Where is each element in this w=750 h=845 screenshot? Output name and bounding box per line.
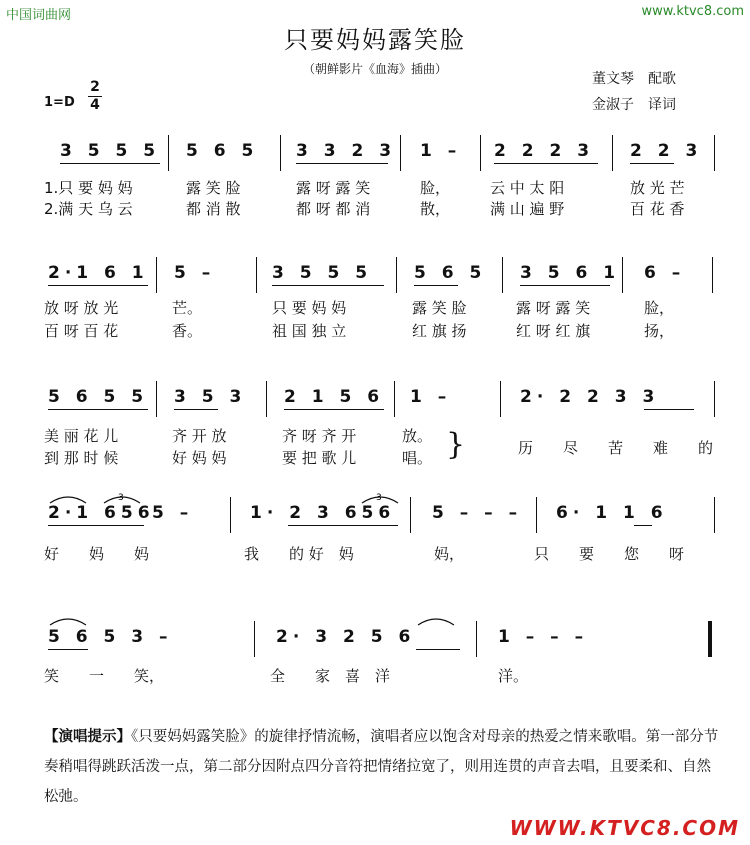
measure-notes: 2·1 6 1	[48, 263, 149, 283]
credit-translator: 金淑子 译词	[592, 97, 676, 113]
lyric-shared: 历 尽 苦 难 的	[518, 439, 714, 457]
lyric: 百 花 香	[630, 200, 685, 218]
lyric: 放。	[402, 427, 433, 445]
measure-notes: 5 6 5	[414, 263, 487, 283]
measure-notes: 2 2 2 3	[494, 141, 595, 161]
lyric: 只 要 您 呀	[534, 545, 685, 563]
measure-notes: 5 –	[152, 503, 194, 523]
lyric: 全 家 喜 洋	[270, 667, 391, 685]
lyric: 放 光 芒	[630, 179, 685, 197]
lyric: 到 那 时 候	[44, 449, 119, 467]
time-bottom: 4	[90, 96, 100, 113]
lyric: 好 妈 妈	[44, 545, 150, 563]
singing-tips	[44, 722, 720, 812]
tips-text: 《只要妈妈露笑脸》的旋律抒情流畅，演唱者应以饱含对母亲的热爱之情来歌唱。第一部分节奏稍唱得跳跃活泼一点，第二部分因附点四分音符把情绪拉宽了，则用连贯的声音去唱，且要柔和、自然松弛。	[44, 729, 719, 805]
lyric: 散，	[420, 200, 451, 218]
lyric: 脸，	[420, 179, 451, 197]
lyric: 2.满 天 乌 云	[44, 200, 133, 218]
measure-notes: 5 6 5	[186, 141, 259, 161]
measure-notes: 3 3 2 3	[296, 141, 397, 161]
credit-arranger: 董文琴 配歌	[592, 71, 676, 87]
song-subtitle: （朝鲜影片《血海》插曲）	[302, 62, 447, 76]
svg-text:3: 3	[118, 493, 124, 503]
lyric: 露 呀 露 笑	[296, 179, 371, 197]
lyric: 露 笑 脸	[412, 299, 467, 317]
measure-notes: 2·1 656	[48, 503, 155, 523]
lyric: 洋。	[498, 667, 529, 685]
lyric: 满 山 遍 野	[490, 200, 565, 218]
lyric: 祖 国 独 立	[272, 322, 347, 340]
key-signature: 1=D	[44, 95, 75, 110]
time-top: 2	[90, 79, 100, 95]
lyric: 唱。	[402, 449, 433, 467]
lyric: 1.只 要 妈 妈	[44, 179, 133, 197]
lyric: 香。	[172, 322, 203, 340]
measure-notes: 3 5 6 1	[520, 263, 621, 283]
lyric: 扬，	[644, 322, 675, 340]
lyric: 红 呀 红 旗	[516, 322, 591, 340]
measure-notes: 3 5 3	[174, 387, 247, 407]
song-title: 只要妈妈露笑脸	[284, 26, 466, 54]
lyric: 我 的 好 妈	[244, 545, 354, 563]
lyric: 脸，	[644, 299, 675, 317]
lyric: 美 丽 花 儿	[44, 427, 119, 445]
measure-notes: 5 –	[174, 263, 216, 283]
site-watermark-right: www.ktvc8.com	[641, 4, 744, 19]
measure-notes: 3 5 5 5	[60, 141, 161, 161]
measure-notes: 1 – – –	[498, 627, 589, 647]
measure-notes: 1 –	[420, 141, 462, 161]
site-watermark-bottom: WWW.KTVC8.COM	[509, 816, 740, 840]
lyric: 都 消 散	[186, 200, 241, 218]
measure-notes: 6· 1 1 6	[556, 503, 668, 523]
measure-notes: 2 1 5 6	[284, 387, 385, 407]
lyric: 芒。	[172, 299, 203, 317]
lyric: 红 旗 扬	[412, 322, 467, 340]
measure-notes: 2· 3 2 5 6	[276, 627, 416, 647]
tips-label: 【演唱提示】	[44, 729, 131, 745]
lyric: 放 呀 放 光	[44, 299, 119, 317]
measure-notes: 1 –	[410, 387, 452, 407]
lyric: 只 要 妈 妈	[272, 299, 347, 317]
time-signature	[88, 80, 102, 112]
measure-notes: 3 5 5 5	[272, 263, 373, 283]
lyric: 百 呀 百 花	[44, 322, 119, 340]
lyric: 好 妈 妈	[172, 449, 227, 467]
svg-text:3: 3	[376, 493, 382, 503]
measure-notes: 6 –	[644, 263, 686, 283]
lyric: 笑 一 笑，	[44, 667, 165, 685]
measure-notes: 2· 2 2 3 3	[520, 387, 660, 407]
measure-notes: 5 6 5 3 –	[48, 627, 173, 647]
lyric: 露 笑 脸	[186, 179, 241, 197]
measure-notes: 5 – – –	[432, 503, 523, 523]
lyric: 齐 开 放	[172, 427, 227, 445]
measure-notes: 1· 2 3 656	[250, 503, 396, 523]
lyric: 云 中 太 阳	[490, 179, 565, 197]
lyric: 都 呀 都 消	[296, 200, 371, 218]
lyric: 要 把 歌 儿	[282, 449, 357, 467]
lyric: 齐 呀 齐 开	[282, 427, 357, 445]
lyric: 妈，	[434, 545, 465, 563]
lyric: 露 呀 露 笑	[516, 299, 591, 317]
measure-notes: 5 6 5 5	[48, 387, 149, 407]
measure-notes: 2 2 3	[630, 141, 703, 161]
site-watermark-left: 中国词曲网	[6, 8, 72, 23]
